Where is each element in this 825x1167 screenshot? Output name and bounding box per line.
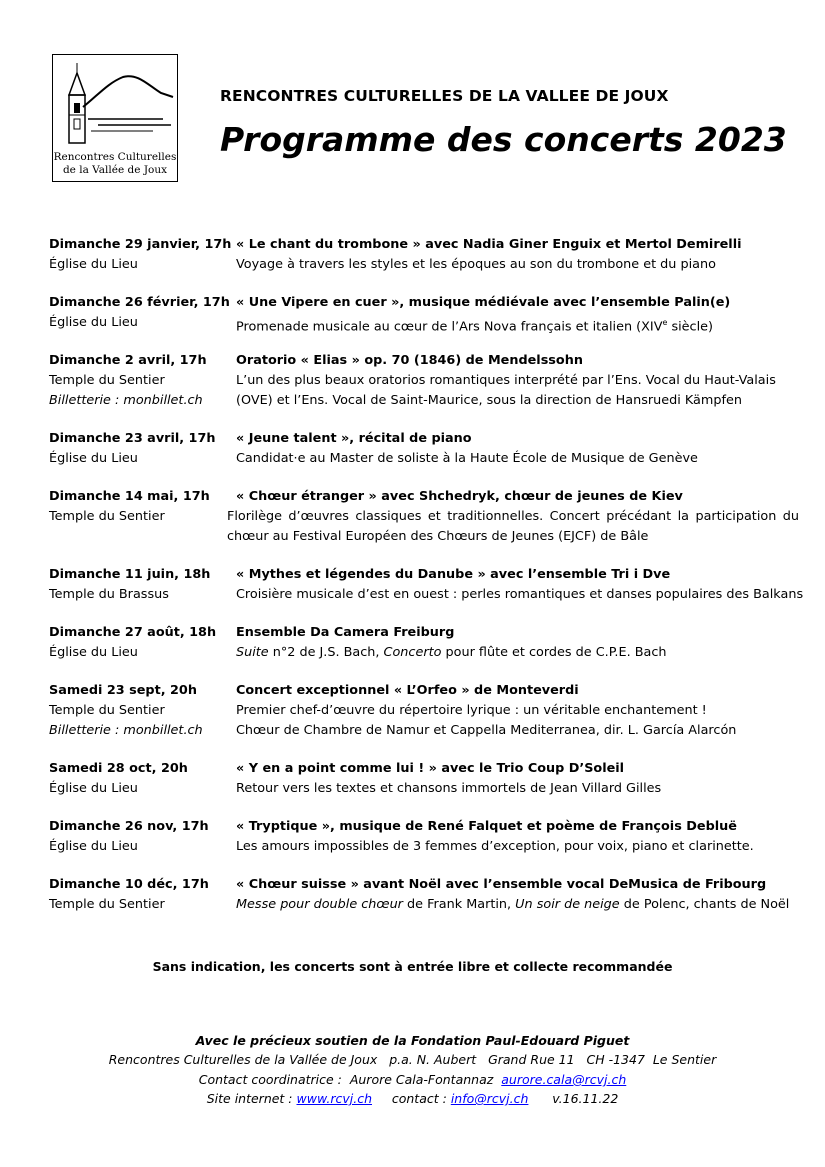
event-venue: Église du Lieu — [49, 645, 138, 660]
event-title: Oratorio « Elias » op. 70 (1846) de Mendelssohn — [236, 353, 583, 368]
work-title: Suite — [236, 645, 269, 660]
event-date: Dimanche 14 mai, 17h — [49, 489, 210, 504]
event-date: Dimanche 26 février, 17h — [49, 295, 230, 310]
page-title: Programme des concerts 2023 — [220, 120, 787, 159]
event-desc — [236, 644, 666, 662]
event-desc: Les amours impossibles de 3 femmes d’exception, pour voix, piano et clarinette. — [236, 839, 754, 854]
website-link[interactable]: www.rcvj.ch — [296, 1091, 372, 1106]
contact-label: Contact coordinatrice : Aurore Cala-Fontannaz — [198, 1072, 502, 1087]
event-desc-sup: e — [662, 318, 668, 327]
event-desc-text: pour flûte et cordes de C.P.E. Bach — [441, 645, 667, 660]
event-venue: Église du Lieu — [49, 451, 138, 466]
event-date: Samedi 23 sept, 20h — [49, 683, 197, 698]
event-venue: Église du Lieu — [49, 781, 138, 796]
event-venue: Église du Lieu — [49, 315, 138, 330]
event-title: « Chœur étranger » avec Shchedryk, chœur de jeunes de Kiev — [236, 489, 683, 504]
contact2-label: contact : — [372, 1091, 451, 1106]
event-desc: Retour vers les textes et chansons immortels de Jean Villard Gilles — [236, 781, 662, 796]
logo-line-2: de la Vallée de Joux — [62, 164, 168, 176]
event-desc — [236, 314, 713, 336]
event-desc — [236, 896, 789, 914]
event-date: Dimanche 11 juin, 18h — [49, 567, 211, 582]
footer-contact — [0, 1072, 825, 1087]
event-title: « Jeune talent », récital de piano — [236, 431, 472, 446]
info-email-link[interactable]: info@rcvj.ch — [450, 1091, 529, 1106]
version: v.16.11.22 — [528, 1091, 619, 1106]
event-venue: Temple du Sentier — [49, 373, 165, 388]
event-desc: Croisière musicale d’est en ouest : perles romantiques et danses populaires des Balkans — [236, 587, 804, 602]
event-title: « Tryptique », musique de René Falquet et poème de François Debluë — [236, 819, 737, 834]
event-venue: Temple du Brassus — [49, 587, 169, 602]
event-desc: Florilège d’œuvres classiques et traditionnelles. Concert précédant la participation du chœur au Festival Européen des Chœurs de Jeunes (EJCF) de Bâle — [227, 509, 799, 544]
event-desc-a: Promenade musicale au cœur de l’Ars Nova français et italien (XIV — [236, 319, 663, 335]
free-entry-note: Sans indication, les concerts sont à entrée libre et collecte recommandée — [152, 959, 673, 974]
contact-email-link[interactable]: aurore.cala@rcvj.ch — [501, 1072, 627, 1087]
event-title: Concert exceptionnel « L’Orfeo » de Monteverdi — [236, 683, 579, 698]
site-label: Site internet : — [206, 1091, 297, 1106]
logo-line-1: Rencontres Culturelles — [53, 151, 177, 163]
event-desc-b: siècle) — [667, 319, 713, 335]
event-date: Dimanche 10 déc, 17h — [49, 877, 209, 892]
event-desc-line-1: L’un des plus beaux oratorios romantiques interprété par l’Ens. Vocal du Haut-Valais — [236, 373, 776, 388]
organisation-name: RENCONTRES CULTURELLES DE LA VALLEE DE JOUX — [220, 87, 669, 105]
event-title: « Une Vipere en cuer », musique médiévale avec l’ensemble Palin(e) — [236, 295, 731, 310]
event-title: « Chœur suisse » avant Noël avec l’ensemble vocal DeMusica de Fribourg — [236, 877, 767, 892]
event-desc-line-2: (OVE) et l’Ens. Vocal de Saint-Maurice, sous la direction de Hansruedi Kämpfen — [236, 393, 742, 408]
event-ticketing: Billetterie : monbillet.ch — [49, 723, 203, 738]
work-title: Concerto — [383, 645, 442, 660]
footer-address: Rencontres Culturelles de la Vallée de Joux p.a. N. Aubert Grand Rue 11 CH -1347 Le Sentier — [108, 1052, 717, 1067]
event-date: Dimanche 23 avril, 17h — [49, 431, 216, 446]
event-desc-text: n°2 de J.S. Bach, — [268, 645, 384, 660]
event-date: Dimanche 29 janvier, 17h — [49, 237, 232, 252]
event-venue: Temple du Sentier — [49, 509, 165, 524]
event-title: « Mythes et légendes du Danube » avec l’ensemble Tri i Dve — [236, 567, 671, 582]
event-desc-line-1: Premier chef-d’œuvre du répertoire lyrique : un véritable enchantement ! — [236, 703, 707, 718]
event-venue: Temple du Sentier — [49, 897, 165, 912]
event-title: Ensemble Da Camera Freiburg — [236, 625, 455, 640]
event-date: Dimanche 2 avril, 17h — [49, 353, 207, 368]
event-title: « Y en a point comme lui ! » avec le Trio Coup D’Soleil — [236, 761, 625, 776]
event-title: « Le chant du trombone » avec Nadia Giner Enguix et Mertol Demirelli — [236, 237, 742, 252]
event-venue: Temple du Sentier — [49, 703, 165, 718]
footer-website — [0, 1091, 825, 1106]
event-desc-text: de Polenc, chants de Noël — [619, 897, 790, 912]
work-title: Messe pour double chœur — [236, 897, 403, 912]
event-venue: Église du Lieu — [49, 839, 138, 854]
event-date: Samedi 28 oct, 20h — [49, 761, 188, 776]
event-date: Dimanche 26 nov, 17h — [49, 819, 209, 834]
event-desc-line-2: Chœur de Chambre de Namur et Cappella Mediterranea, dir. L. García Alarcón — [236, 723, 737, 738]
work-title: Un soir de neige — [515, 897, 620, 912]
logo-text — [53, 151, 177, 177]
logo — [52, 54, 178, 182]
event-ticketing: Billetterie : monbillet.ch — [49, 393, 203, 408]
event-venue: Église du Lieu — [49, 257, 138, 272]
event-desc: Voyage à travers les styles et les époques au son du trombone et du piano — [236, 257, 716, 272]
event-desc: Candidat·e au Master de soliste à la Haute École de Musique de Genève — [236, 451, 698, 466]
event-date: Dimanche 27 août, 18h — [49, 625, 217, 640]
event-desc-text: de Frank Martin, — [402, 897, 516, 912]
footer-support: Avec le précieux soutien de la Fondation Paul-Edouard Piguet — [195, 1033, 630, 1048]
